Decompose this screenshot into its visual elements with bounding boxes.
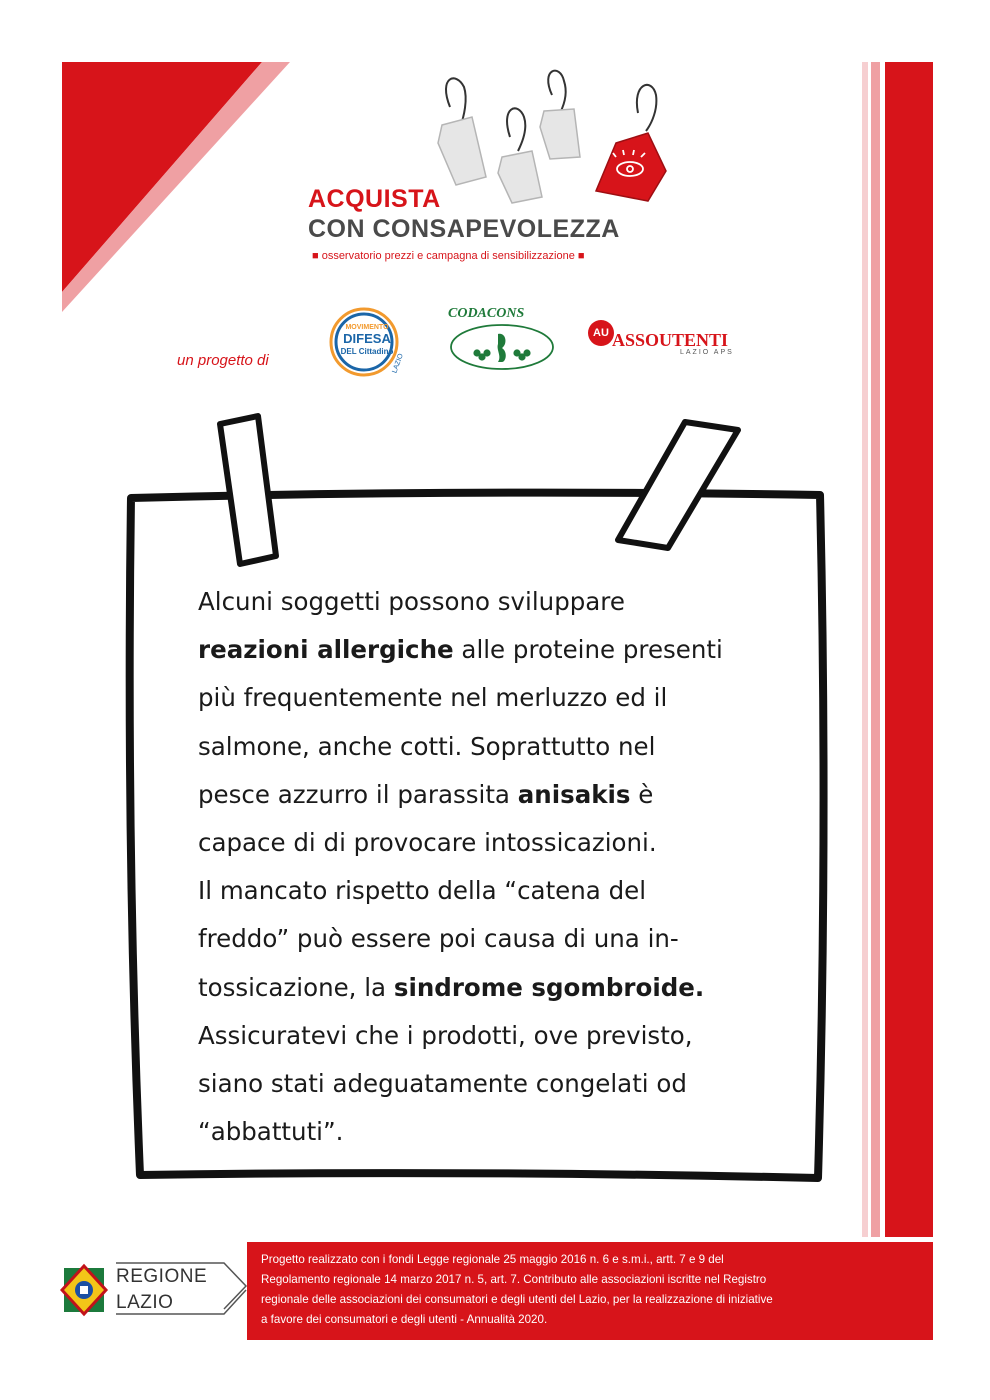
regione-chevron-lines: [112, 1256, 252, 1322]
assoutenti-badge: AU: [588, 320, 614, 346]
footer-line: Progetto realizzato con i fondi Legge regionale 25 maggio 2016 n. 6 e s.m.i., artt. 7 e 9 del: [261, 1253, 724, 1266]
mdc-line2: DIFESA: [343, 331, 391, 346]
footer-line: a favore dei consumatori e degli utenti - Annualità 2020.: [261, 1313, 548, 1326]
logo-title-line1: ACQUISTA: [308, 185, 441, 213]
note-line: Alcuni soggetti possono sviluppare: [198, 587, 625, 616]
note-line: freddo” può essere poi causa di una in-: [198, 924, 679, 954]
mdc-line1: MOVIMENTO: [345, 324, 389, 331]
regione-line2: LAZIO: [116, 1292, 174, 1313]
mdc-line3: DEL Cittadino: [340, 347, 394, 356]
note-line: tossicazione, la sindrome sgombroide.: [198, 972, 705, 1002]
regione-line1: REGIONE: [116, 1266, 208, 1287]
project-intro-label: un progetto di: [177, 352, 269, 369]
footer-line: regionale delle associazioni dei consumatori e degli utenti del Lazio, per la realizzazione di iniziative: [261, 1293, 773, 1306]
note-line: pesce azzurro il parassita anisakis è: [198, 779, 654, 809]
assoutenti-subtitle: LAZIO APS: [680, 349, 734, 356]
note-line: più frequentemente nel merluzzo ed il: [198, 683, 668, 713]
logo-subtitle: ■ osservatorio prezzi e campagna di sensibilizzazione ■: [312, 250, 585, 262]
footer-line: Regolamento regionale 14 marzo 2017 n. 5, art. 7. Contributo alle associazioni iscritte nel Registro: [261, 1273, 767, 1286]
note-line: Assicuratevi che i prodotti, ove previsto,: [198, 1020, 693, 1050]
note-line: reazioni allergiche alle proteine presenti: [198, 635, 723, 665]
mdc-region: LAZIO: [391, 352, 405, 375]
note-line: salmone, anche cotti. Soprattutto nel: [198, 731, 656, 761]
regione-lazio-emblem-icon: [60, 1262, 110, 1318]
codacons-name: CODACONS: [448, 306, 525, 321]
note-line: “abbattuti”.: [198, 1117, 344, 1147]
footer-funding-text: [261, 1250, 926, 1330]
note-line: capace di di provocare intossicazioni.: [198, 828, 657, 858]
note-line: siano stati adeguatamente congelati od: [198, 1069, 687, 1099]
logo-title-line2: CON CONSAPEVOLEZZA: [308, 215, 620, 243]
note-line: Il mancato rispetto della “catena del: [198, 876, 647, 906]
assoutenti-name: ASSOUTENTI: [612, 330, 729, 350]
note-text: [198, 578, 798, 1156]
